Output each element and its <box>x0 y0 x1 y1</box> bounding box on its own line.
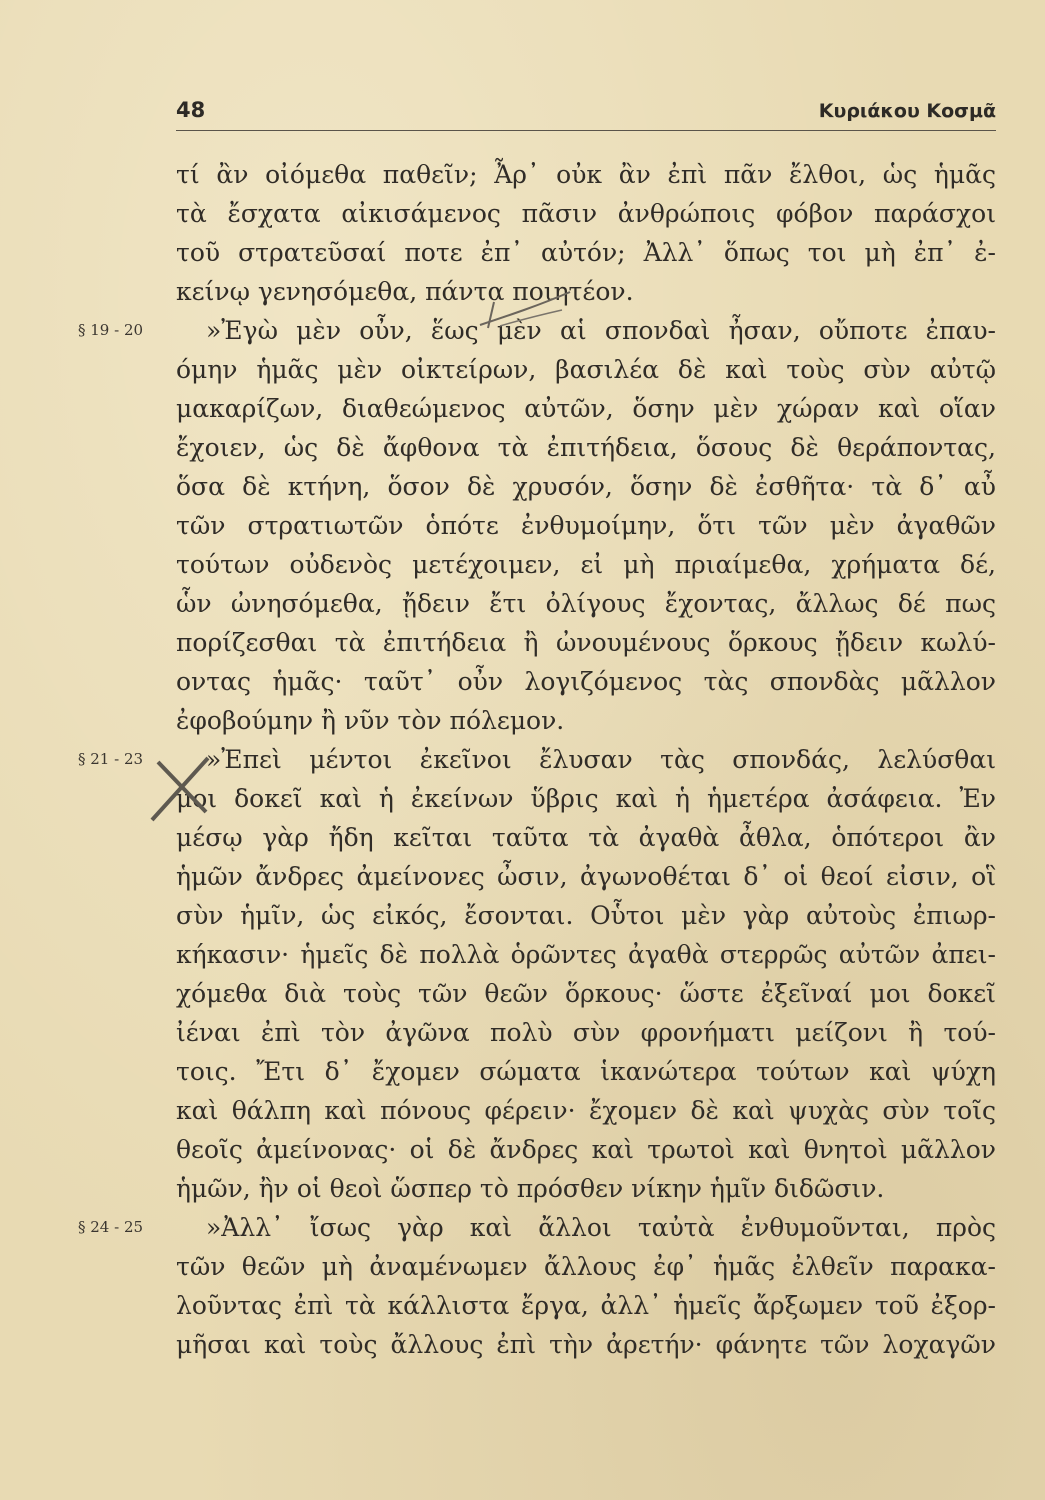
text-line: ἔχοιεν, ὡς δὲ ἄφθονα τὰ ἐπιτήδεια, ὅσους δὲ θεράποντας, <box>176 433 996 462</box>
text-line: τοῦ στρατεῦσαί ποτε ἐπ᾽ αὐτόν; Ἀλλ᾽ ὅπως τοι μὴ ἐπ᾽ ἐ- <box>176 238 996 267</box>
section-marker: § 19 - 20 <box>78 321 144 339</box>
text-line: »Ἐγὼ μὲν οὖν, ἕως μὲν αἱ σπονδαὶ ἦσαν, οὔποτε ἐπαυ- <box>206 316 996 345</box>
text-line: τί ἂν οἰόμεθα παθεῖν; Ἆρ᾽ οὐκ ἂν ἐπὶ πᾶν ἔλθοι, ὡς ἡμᾶς <box>176 160 996 189</box>
text-block <box>78 155 996 1364</box>
text-line: κείνῳ γενησόμεθα, πάντα ποιητέον. <box>176 277 634 306</box>
text-line-wrapper <box>78 1208 996 1247</box>
book-title: Κυριάκου Κοσμᾶ <box>818 100 996 122</box>
text-line: καὶ θάλπη καὶ πόνους φέρειν· ἔχομεν δὲ καὶ ψυχὰς σὺν τοῖς <box>176 1096 996 1125</box>
text-line: μακαρίζων, διαθεώμενος αὐτῶν, ὅσην μὲν χώραν καὶ οἵαν <box>176 394 996 423</box>
text-line: ἐφοβούμην ἢ νῦν τὸν πόλεμον. <box>176 706 565 735</box>
running-head <box>176 96 996 131</box>
text-line: χόμεθα διὰ τοὺς τῶν θεῶν ὅρκους· ὥστε ἐξεῖναί μοι δοκεῖ <box>176 979 996 1008</box>
text-line: ἡμῶν, ἢν οἱ θεοὶ ὥσπερ τὸ πρόσθεν νίκην ἡμῖν διδῶσιν. <box>176 1174 885 1203</box>
text-line: τῶν στρατιωτῶν ὁπότε ἐνθυμοίμην, ὅτι τῶν μὲν ἀγαθῶν <box>176 511 996 540</box>
text-line: ἡμῶν ἄνδρες ἀμείνονες ὦσιν, ἀγωνοθέται δ᾽ οἱ θεοί εἰσιν, οἳ <box>176 862 996 891</box>
section-marker: § 21 - 23 <box>78 750 144 768</box>
text-line: κήκασιν· ἡμεῖς δὲ πολλὰ ὁρῶντες ἀγαθὰ στερρῶς αὐτῶν ἀπει- <box>176 940 996 969</box>
text-line-wrapper <box>78 740 996 779</box>
section-marker: § 24 - 25 <box>78 1218 144 1236</box>
text-line: ἰέναι ἐπὶ τὸν ἀγῶνα πολὺ σὺν φρονήματι μείζονι ἢ τού- <box>176 1018 996 1047</box>
text-line: τοις. Ἔτι δ᾽ ἔχομεν σώματα ἱκανώτερα τούτων καὶ ψύχη <box>176 1057 996 1086</box>
text-line: πορίζεσθαι τὰ ἐπιτήδεια ἢ ὠνουμένους ὅρκους ᾔδειν κωλύ- <box>176 628 996 657</box>
text-line: μῆσαι καὶ τοὺς ἄλλους ἐπὶ τὴν ἀρετήν· φάνητε τῶν λοχαγῶν <box>176 1330 996 1359</box>
text-line: οντας ἡμᾶς· ταῦτ᾽ οὖν λογιζόμενος τὰς σπονδὰς μᾶλλον <box>176 667 996 696</box>
text-line: »Ἀλλ᾽ ἴσως γὰρ καὶ ἄλλοι ταὐτὰ ἐνθυμοῦνται, πρὸς <box>206 1213 996 1242</box>
text-line-wrapper <box>78 311 996 350</box>
text-line: τούτων οὐδενὸς μετέχοιμεν, εἰ μὴ πριαίμεθα, χρήματα δέ, <box>176 550 996 579</box>
text-line: τὰ ἔσχατα αἰκισάμενος πᾶσιν ἀνθρώποις φόβον παράσχοι <box>176 199 996 228</box>
text-line: ὅσα δὲ κτήνη, ὅσον δὲ χρυσόν, ὅσην δὲ ἐσθῆτα· τὰ δ᾽ αὖ <box>176 472 996 501</box>
text-line: σὺν ἡμῖν, ὡς εἰκός, ἔσονται. Οὗτοι μὲν γὰρ αὐτοὺς ἐπιωρ- <box>176 901 996 930</box>
text-line: θεοῖς ἀμείνονας· οἱ δὲ ἄνδρες καὶ τρωτοὶ καὶ θνητοὶ μᾶλλον <box>176 1135 996 1164</box>
text-line: μοι δοκεῖ καὶ ἡ ἐκείνων ὕβρις καὶ ἡ ἡμετέρα ἀσάφεια. Ἐν <box>176 784 996 813</box>
page-number: 48 <box>176 98 206 122</box>
text-line: τῶν θεῶν μὴ ἀναμένωμεν ἄλλους ἐφ᾽ ἡμᾶς ἐλθεῖν παρακα- <box>176 1252 996 1281</box>
text-line: ὧν ὠνησόμεθα, ᾔδειν ἔτι ὀλίγους ἔχοντας, ἄλλως δέ πως <box>176 589 996 618</box>
text-line: λοῦντας ἐπὶ τὰ κάλλιστα ἔργα, ἀλλ᾽ ἡμεῖς ἄρξωμεν τοῦ ἐξορ- <box>176 1291 996 1320</box>
text-line: »Ἐπεὶ μέντοι ἐκεῖνοι ἔλυσαν τὰς σπονδάς, λελύσθαι <box>206 745 996 774</box>
text-line: όμην ἡμᾶς μὲν οἰκτείρων, βασιλέα δὲ καὶ τοὺς σὺν αὐτῷ <box>176 355 996 384</box>
text-line: μέσῳ γὰρ ἤδη κεῖται ταῦτα τὰ ἀγαθὰ ἆθλα, ὁπότεροι ἂν <box>176 823 996 852</box>
